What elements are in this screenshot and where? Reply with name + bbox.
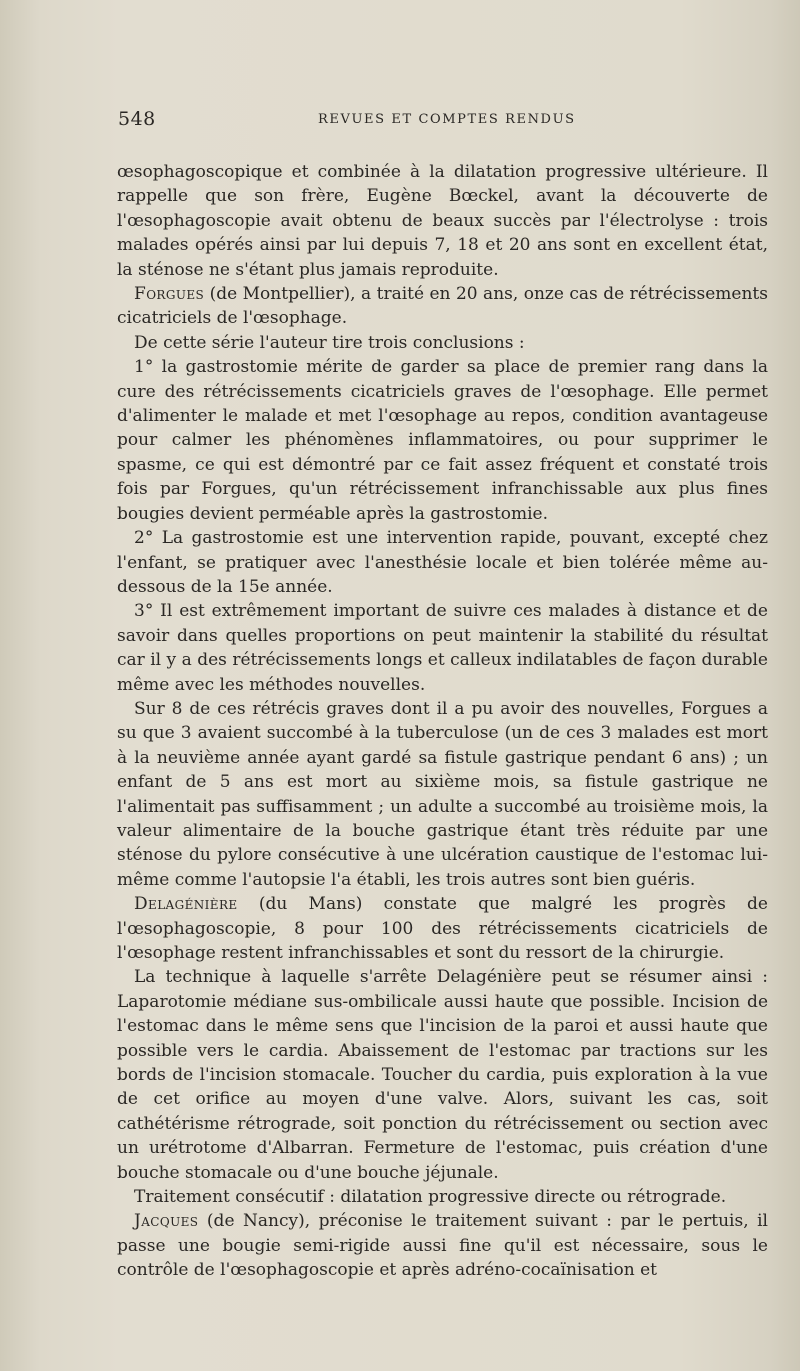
paragraph-1: œsophagoscopique et combinée à la dilatation progressive ultérieure. Il rappelle que son frère, Eugène Bœckel, avant la découverte de l'œsophagoscopie avait obtenu de beaux succès par l'électrolyse : trois malades opérés ainsi par lui depuis 7, 18 et 20 ans sont en excellent état, la sténose ne s'étant plus jamais reproduite. <box>117 162 768 280</box>
paragraph-8: Delagénière (du Mans) constate que malgré les progrès de l'œsophagoscopie, 8 pour 100 des rétrécissements cicatriciels de l'œsophage restent infranchissables et sont du ressort de la chirurgie. <box>117 894 768 963</box>
paragraph-4: 1° la gastrostomie mérite de garder sa place de premier rang dans la cure des rétrécissements cicatriciels graves de l'œsophage. Elle permet d'alimenter le malade et met l'œsophage au repos, condition avantageuse pour calmer les phénomènes inflammatoires, ou pour supprimer le spasme, ce qui est démontré par ce fait assez fréquent et constaté trois fois par Forgues, qu'un rétrécissement infranchissable aux plus fines bougies devient perméable après la gastrostomie. <box>117 357 768 524</box>
paragraph-9: La technique à laquelle s'arrête Delagénière peut se résumer ainsi : Laparotomie médiane sus-ombilicale aussi haute que possible. Incision de l'estomac dans le même sens que l'incision de la paroi et aussi haute que possible vers le cardia. Abaissement de l'estomac par tractions sur les bords de l'incision stomacale. Toucher du cardia, puis exploration à la vue de cet orifice au moyen d'une valve. Alors, suivant les cas, soit cathétérisme rétrograde, soit ponction du rétrécissement ou section avec un urétrotome d'Albarran. Fermeture de l'estomac, puis création d'une bouche stomacale ou d'une bouche jéjunale. <box>117 967 768 1183</box>
paragraph-7: Sur 8 de ces rétrécis graves dont il a pu avoir des nouvelles, Forgues a su que 3 avaient succombé à la tuberculose (un de ces 3 malades est mort à la neuvième année ayant gardé sa fistule gastrique pendant 6 ans) ; un enfant de 5 ans est mort au sixième mois, sa fistule gastrique ne l'alimentait pas suffisamment ; un adulte a succombé au troisième mois, la valeur alimentaire de la bouche gastrique étant très réduite par une sténose du pylore consécutive à une ulcération caustique de l'estomac lui-même comme l'autopsie l'a établi, les trois autres sont bien guéris. <box>117 698 768 890</box>
author-name: Forgues <box>134 284 205 305</box>
paragraph-6: 3° Il est extrêmement important de suivre ces malades à distance et de savoir dans quelles proportions on peut maintenir la stabilité du résultat car il y a des rétrécissements longs et calleux indilatables de façon durable même avec les méthodes nouvelles. <box>117 601 768 695</box>
author-name: Delagénière <box>134 894 238 915</box>
running-title: REVUES ET COMPTES RENDUS <box>318 112 576 127</box>
paragraph-2: Forgues (de Montpellier), a traité en 20 ans, onze cas de rétrécissements cicatriciels de l'œsophage. <box>117 284 768 329</box>
article-body <box>117 160 768 1283</box>
paragraph-11: Jacques (de Nancy), préconise le traitement suivant : par le pertuis, il passe une bougie semi-rigide aussi fine qu'il est nécessaire, sous le contrôle de l'œsophagoscopie et après adréno-cocaïnisation et <box>117 1211 768 1281</box>
page-number: 548 <box>118 108 156 130</box>
paragraph-3: De cette série l'auteur tire trois conclusions : <box>134 332 525 353</box>
author-name: Jacques <box>134 1211 199 1232</box>
paragraph-10: Traitement consécutif : dilatation progressive directe ou rétrograde. <box>134 1187 727 1208</box>
paragraph-5: 2° La gastrostomie est une intervention rapide, pouvant, excepté chez l'enfant, se pratiquer avec l'anesthésie locale et bien tolérée même au-dessous de la 15e année. <box>117 528 768 597</box>
page-header <box>118 108 768 138</box>
